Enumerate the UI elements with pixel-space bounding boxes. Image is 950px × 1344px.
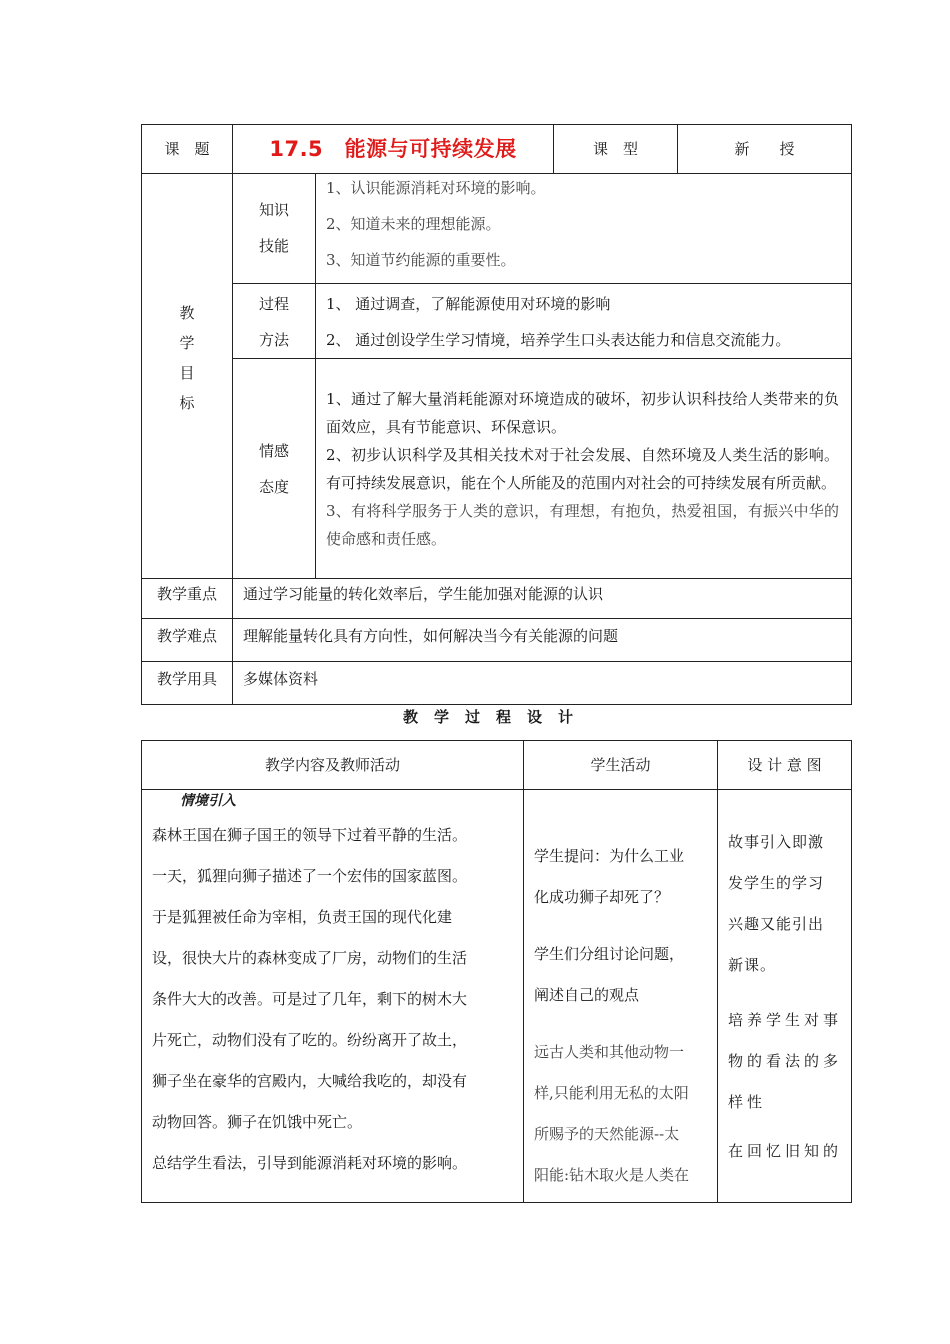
teacher-line: 动物回答。狮子在饥饿中死亡。 bbox=[152, 1112, 363, 1131]
lesson-info-table bbox=[141, 124, 852, 705]
knowledge-items: 1、认识能源消耗对环境的影响。 2、知道未来的理想能源。 3、知道节约能源的重要性。 bbox=[316, 174, 852, 284]
student-block: 远古人类和其他动物一 样,只能利用无私的太阳 所赐予的天然能源--太 阳能:钻木取火是人类在 bbox=[534, 1043, 690, 1184]
intent-block: 故事引入即激 发学生的学习 兴趣又能引出 新课。 bbox=[728, 833, 825, 974]
teacher-line: 总结学生看法，引导到能源消耗对环境的影响。 bbox=[152, 1153, 468, 1172]
key-point: 通过学习能量的转化效率后，学生能加强对能源的认识 bbox=[233, 579, 852, 619]
teacher-line: 片死亡，动物们没有了吃的。纷纷离开了故土， bbox=[152, 1030, 468, 1049]
teacher-line: 条件大大的改善。可是过了几年，剩下的树木大 bbox=[152, 989, 468, 1008]
difficulty: 理解能量转化具有方向性，如何解决当今有关能源的问题 bbox=[233, 619, 852, 662]
difficulty-label: 教学难点 bbox=[142, 619, 233, 662]
process-items: 1、 通过调查，了解能源使用对环境的影响 2、 通过创设学生学习情境，培养学生口头表达能力和信息交流能力。 bbox=[316, 284, 852, 359]
tools-label: 教学用具 bbox=[142, 662, 233, 705]
tools: 多媒体资料 bbox=[233, 662, 852, 705]
teacher-activity-cell bbox=[142, 790, 524, 1203]
process-label: 过程 方法 bbox=[233, 284, 316, 359]
type-value: 新 授 bbox=[678, 125, 852, 174]
lesson-title: 17.5 能源与可持续发展 bbox=[233, 125, 554, 174]
goals-label: 教 学 目 标 bbox=[142, 174, 233, 579]
teacher-line: 森林王国在狮子国王的领导下过着平静的生活。 bbox=[152, 825, 468, 844]
intent-block: 在回忆旧知的 bbox=[728, 1142, 843, 1160]
student-block: 学生提问：为什么工业 化成功狮子却死了？ bbox=[534, 847, 685, 906]
type-label: 课 型 bbox=[554, 125, 678, 174]
process-design-title: 教学过程设计 bbox=[402, 708, 589, 726]
teaching-process-table bbox=[141, 740, 852, 1203]
section-title: 情境引入 bbox=[180, 793, 236, 809]
header-intent: 设 计 意 图 bbox=[718, 741, 852, 790]
teacher-line: 狮子坐在豪华的宫殿内，大喊给我吃的，却没有 bbox=[152, 1071, 468, 1090]
header-student: 学生活动 bbox=[524, 741, 718, 790]
intent-block: 培养学生对事 物的看法的多 样性 bbox=[728, 1011, 843, 1111]
teacher-line: 设，很快大片的森林变成了厂房，动物们的生活 bbox=[152, 948, 468, 967]
student-activity-cell bbox=[524, 790, 718, 1203]
key-point-label: 教学重点 bbox=[142, 579, 233, 619]
header-teacher: 教学内容及教师活动 bbox=[142, 741, 524, 790]
design-intent-cell bbox=[718, 790, 852, 1203]
emotion-label: 情感 态度 bbox=[233, 359, 316, 579]
topic-label: 课 题 bbox=[142, 125, 233, 174]
knowledge-label: 知识 技能 bbox=[233, 174, 316, 284]
teacher-line: 于是狐狸被任命为宰相，负责王国的现代化建 bbox=[152, 907, 453, 926]
teacher-line: 一天，狐狸向狮子描述了一个宏伟的国家蓝图。 bbox=[152, 866, 468, 885]
student-block: 学生们分组讨论问题， 阐述自己的观点 bbox=[534, 945, 685, 1004]
emotion-items: 1、通过了解大量消耗能源对环境造成的破坏，初步认识科技给人类带来的负面效应，具有节能意识、环保意识。 2、初步认识科学及其相关技术对于社会发展、自然环境及人类生活的影响。有可持续发展意识，能在个人所能及的范围内对社会的可持续发展有所贡献。 3、有将科学服务于人类的意识，有理想，有抱负，热爱祖国，有振兴中华的使命感和责任感。 bbox=[316, 359, 852, 579]
